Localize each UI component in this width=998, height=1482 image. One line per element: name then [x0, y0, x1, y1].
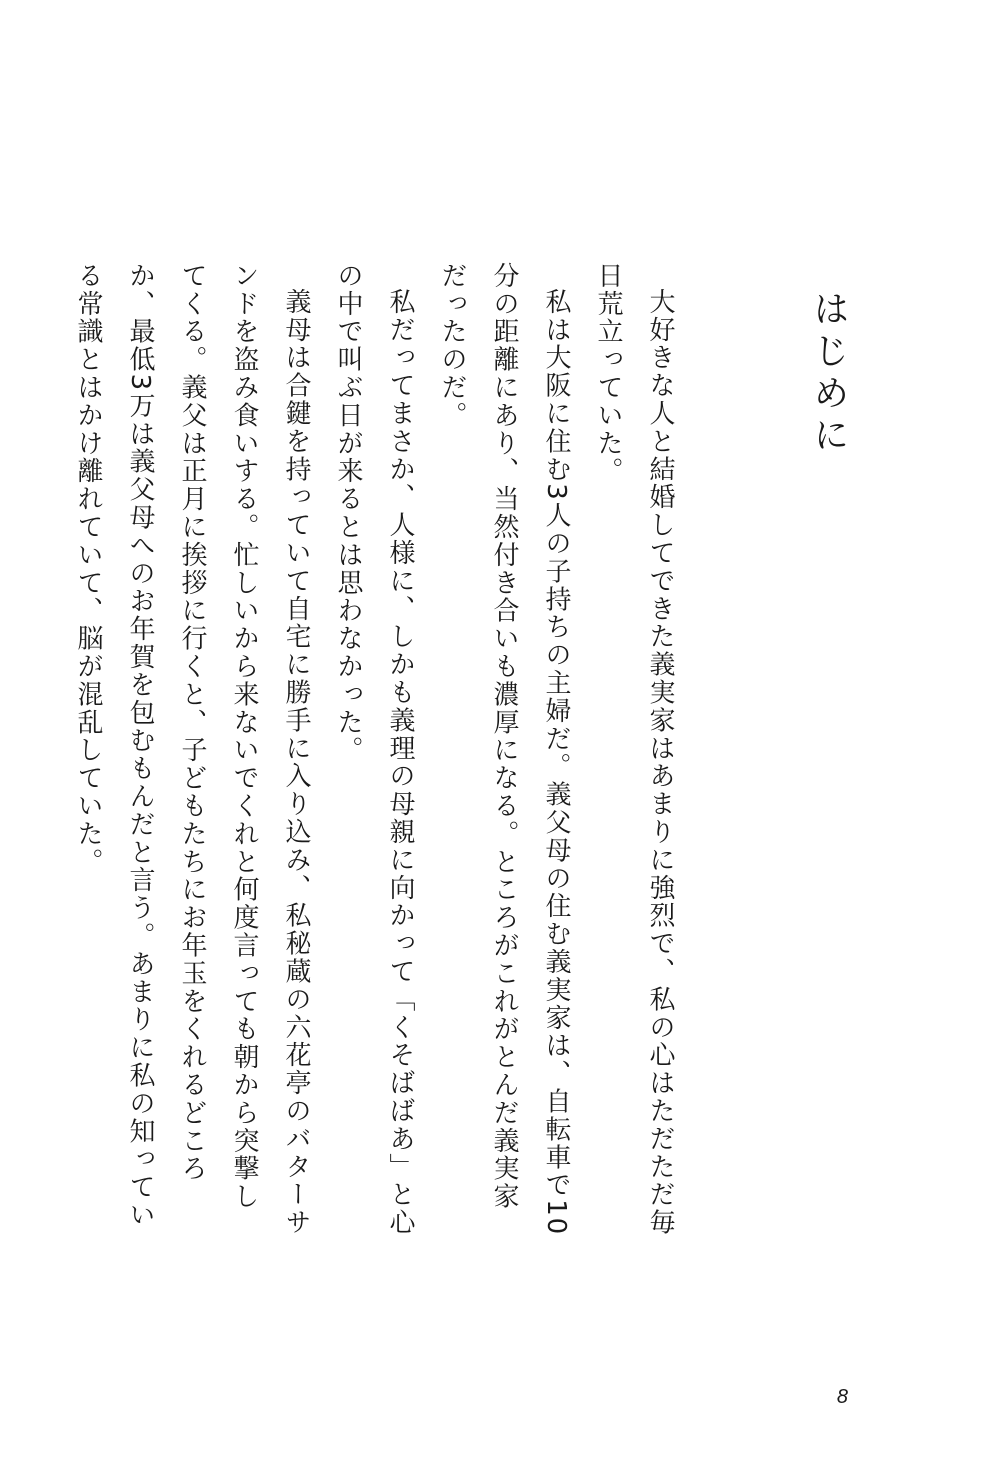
paragraph-3: 私だってまさか、人様に、しかも義理の母親に向かって「くそばばあ」と心の中で叫ぶ日が来るとは思わなかった。 [333, 262, 415, 1237]
chapter-title: はじめに [808, 290, 849, 458]
paragraph-1: 大好きな人と結婚してできた義実家はあまりに強烈で、私の心はただただ毎日荒立っていた。 [593, 262, 675, 1237]
paragraph-4: 義母は合鍵を持っていて自宅に勝手に入り込み、私秘蔵の六花亭のバターサンドを盗み食いする。忙しいから来ないでくれと何度言っても朝から突撃してくる。義父は正月に挨拶に行くと、子どもたちにお年玉をくれるどころか、最低3万は義父母へのお年賀を包むもんだと言う。あまりに私の知っている常識とはかけ離れていて、脳が混乱していた。 [73, 262, 311, 1237]
body-text [62, 262, 686, 1237]
page-number: 8 [836, 1386, 848, 1408]
paragraph-2: 私は大阪に住む3人の子持ちの主婦だ。義父母の住む義実家は、自転車で10分の距離にあり、当然付き合いも濃厚になる。ところがこれがとんだ義実家だったのだ。 [437, 262, 571, 1237]
